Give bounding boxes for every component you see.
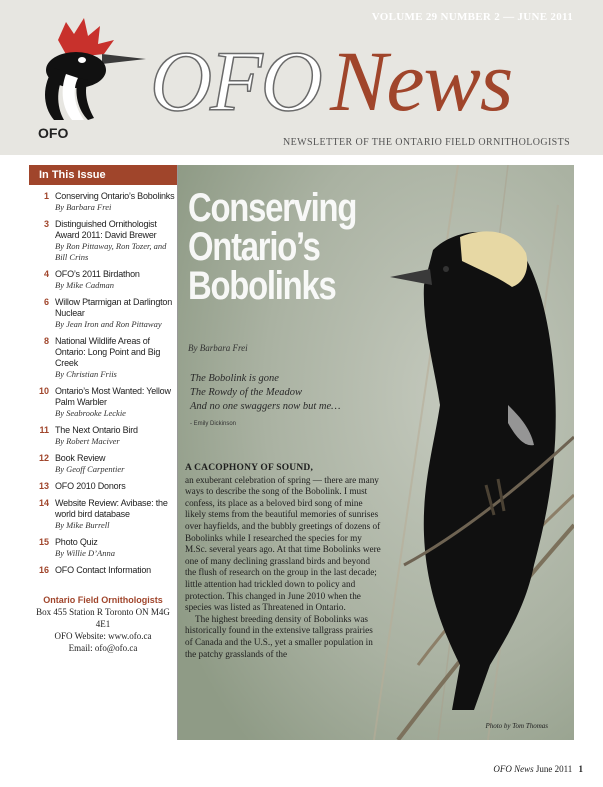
- issue-page-number: 15: [38, 537, 49, 547]
- issue-item[interactable]: [29, 425, 177, 447]
- issue-body: [55, 537, 177, 559]
- woodpecker-logo: [28, 18, 148, 143]
- issue-body: [55, 498, 177, 531]
- article-para1-text: an exuberant celebration of spring — there are many ways to describe the song of the Bobolink. I must confess, its place as a beloved bird song of mine likely stems from the beautiful memories of sunrises over hayfields, and the bubbly greetings of dozens of Bobolinks while I researched the species for my M.Sc. several years ago. At that time Bobolinks were one of many declining grassland birds and beyond the flush of research on the group in the last decade; little attention had trickled down to policy and protection. This changed in June 2010 when the species was listed as Threatened in Ontario.: [185, 474, 381, 613]
- issue-page-number: 1: [43, 191, 49, 201]
- issue-title: Conserving Ontario’s Bobolinks: [55, 191, 175, 201]
- issue-page-number: 3: [43, 219, 49, 229]
- issue-page-number: 11: [39, 425, 49, 435]
- org-name: Ontario Field Ornithologists: [43, 595, 163, 605]
- org-website[interactable]: OFO Website: www.ofo.ca: [54, 631, 152, 641]
- issue-page-number: 13: [38, 481, 49, 491]
- issue-item[interactable]: [29, 498, 177, 531]
- article-lead: A CACOPHONY OF SOUND,: [185, 463, 314, 473]
- masthead-title-ofo: OFO: [150, 33, 321, 129]
- issue-body: [55, 191, 177, 213]
- org-contact: [29, 594, 177, 654]
- poem-line3: And no one swaggers now but me…: [190, 401, 341, 412]
- epigraph-poem: [190, 372, 341, 414]
- issue-title: OFO Contact Information: [55, 565, 151, 575]
- page-footer: [493, 764, 583, 774]
- issue-title: Ontario’s Most Wanted: Yellow Palm Warbler: [55, 386, 171, 407]
- issue-item[interactable]: [29, 297, 177, 330]
- issue-title: National Wildlife Areas of Ontario: Long Point and Big Creek: [55, 336, 161, 368]
- issue-item[interactable]: [29, 336, 177, 380]
- issue-body: [55, 297, 177, 330]
- article-byline: By Barbara Frei: [188, 343, 248, 353]
- issue-page-number: 6: [43, 297, 49, 307]
- logo-text: OFO: [38, 125, 69, 141]
- issue-body: [55, 481, 177, 492]
- masthead-title-news: News: [330, 33, 513, 129]
- poem-line1: The Bobolink is gone: [190, 373, 279, 384]
- issue-author: By Jean Iron and Ron Pittaway: [55, 319, 162, 329]
- masthead: [0, 0, 603, 155]
- issue-body: [55, 269, 177, 291]
- issue-author: By Mike Cadman: [55, 280, 115, 290]
- masthead-tagline: NEWSLETTER OF THE ONTARIO FIELD ORNITHOLOGISTS: [283, 137, 571, 148]
- issue-page-number: 16: [38, 565, 49, 575]
- issue-author: By Willie D’Anna: [55, 548, 115, 558]
- issue-author: By Robert Maciver: [55, 436, 120, 446]
- poem-line2: The Rowdy of the Meadow: [190, 387, 302, 398]
- footer-publication: OFO News: [493, 764, 534, 774]
- issue-title: OFO 2010 Donors: [55, 481, 126, 491]
- photo-credit: Photo by Tom Thomas: [485, 722, 548, 730]
- issue-title: Photo Quiz: [55, 537, 98, 547]
- issue-item[interactable]: [29, 565, 177, 576]
- article-para2: The highest breeding density of Bobolinks was historically found in the extensive tallgrass prairies of Canada and the U.S., yet a smaller population in the patchy grasslands of the: [185, 613, 373, 659]
- issue-body: [55, 565, 177, 576]
- footer-page-number: 1: [578, 764, 583, 774]
- article-para1: [185, 462, 381, 614]
- footer-date: June 2011: [535, 764, 573, 774]
- org-address: Box 455 Station R Toronto ON M4G 4E1: [36, 607, 170, 629]
- cover-title-line2: Ontario’s: [188, 225, 320, 269]
- issue-page-number: 4: [43, 269, 49, 279]
- cover-title-line1: Conserving: [188, 186, 357, 230]
- cover-photo: [178, 165, 574, 740]
- issue-item[interactable]: [29, 537, 177, 559]
- issue-item[interactable]: [29, 269, 177, 291]
- issue-author: By Christian Friis: [55, 369, 117, 379]
- issue-page-number: 8: [43, 336, 49, 346]
- cover-title: [188, 186, 357, 308]
- issue-list: [29, 185, 177, 576]
- org-email[interactable]: Email: ofo@ofo.ca: [68, 643, 138, 653]
- issue-item[interactable]: [29, 191, 177, 213]
- issue-item[interactable]: [29, 219, 177, 263]
- issue-page-number: 12: [38, 453, 49, 463]
- issue-author: By Seabrooke Leckie: [55, 408, 126, 418]
- issue-item[interactable]: [29, 481, 177, 492]
- issue-item[interactable]: [29, 386, 177, 419]
- issue-body: [55, 219, 177, 263]
- article-body: [185, 462, 381, 660]
- issue-page-number: 10: [38, 386, 49, 396]
- issue-title: Website Review: Avibase: the world bird database: [55, 498, 168, 519]
- issue-author: By Mike Burrell: [55, 520, 110, 530]
- issue-title: Book Review: [55, 453, 106, 463]
- issue-body: [55, 425, 177, 447]
- volume-line: VOLUME 29 NUMBER 2 — JUNE 2011: [371, 11, 573, 23]
- issue-author: By Geoff Carpentier: [55, 464, 125, 474]
- issue-page-number: 14: [38, 498, 49, 508]
- issue-title: Willow Ptarmigan at Darlington Nuclear: [55, 297, 173, 318]
- sidebar-heading: In This Issue: [29, 165, 177, 185]
- issue-body: [55, 336, 177, 380]
- in-this-issue-sidebar: [29, 165, 178, 740]
- issue-title: The Next Ontario Bird: [55, 425, 138, 435]
- poem-credit: - Emily Dickinson: [190, 421, 237, 427]
- issue-author: By Barbara Frei: [55, 202, 112, 212]
- issue-body: [55, 453, 177, 475]
- issue-author: By Ron Pittaway, Ron Tozer, and Bill Crins: [55, 241, 167, 262]
- cover-title-line3: Bobolinks: [188, 264, 336, 308]
- issue-item[interactable]: [29, 453, 177, 475]
- issue-body: [55, 386, 177, 419]
- issue-title: OFO’s 2011 Birdathon: [55, 269, 140, 279]
- issue-title: Distinguished Ornithologist Award 2011: David Brewer: [55, 219, 157, 240]
